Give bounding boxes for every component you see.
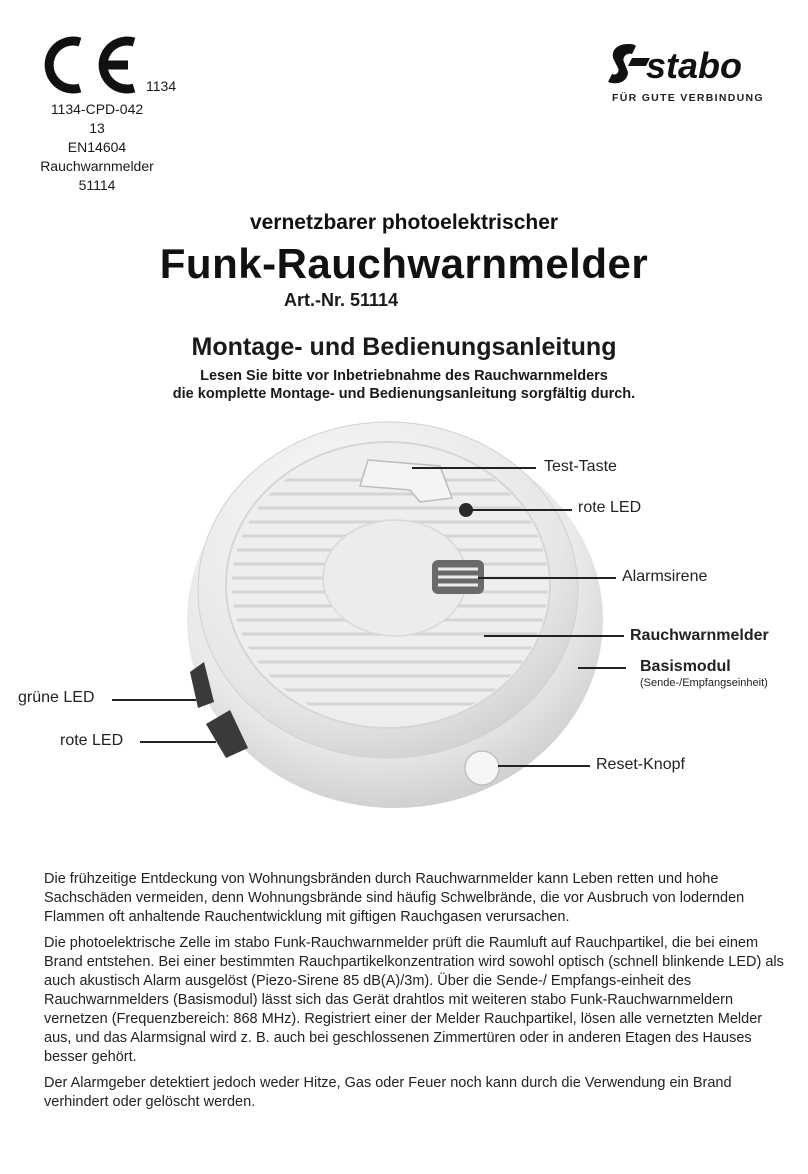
label-detector: Rauchwarnmelder xyxy=(630,627,769,644)
label-red-led-side: rote LED xyxy=(60,732,124,749)
label-siren: Alarmsirene xyxy=(622,568,708,585)
brand-logo xyxy=(606,40,784,104)
paragraph: Der Alarmgeber detektiert jedoch weder Hitze, Gas oder Feuer noch kann durch die Verwendung ein Brand verhindert oder gelöscht werden. xyxy=(44,1075,732,1110)
cert-line: Rauchwarnmelder xyxy=(40,158,154,174)
label-reset-button: Reset-Knopf xyxy=(596,756,685,773)
paragraph: Die photoelektrische Zelle im stabo Funk-Rauchwarnmelder prüft die Raumluft auf Rauchpartikel, die bei einem Brand entstehen. Bei einer bestimmten Rauchpartikelkonzentration wird sowohl optisch (schnell blinkende LED) als auch akustisch Alarm ausgelöst (Piezo-Sirene 85 dB(A)/3m). Über die Sende-/ Empfangs-einheit des Rauchwarnmelders (Basismodul) lässt sich das Gerät drahtlos mit weiteren stabo Funk-Rauchwarnmeldern vernetzen (Frequenzbereich: 868 MHz). Registriert einer der Melder Rauchpartikel, lösen alle vernetzten Melder aus, und das Alarmsignal wird z. B. auch bei geschlossenen Zimmertüren oder in anderen Etagen des Hauses besser gehört. xyxy=(44,935,784,1065)
article-number: Art.-Nr. 51114 xyxy=(284,290,399,310)
cert-line: 1134-CPD-042 xyxy=(50,101,144,117)
brand-tagline: FÜR GUTE VERBINDUNG xyxy=(612,92,764,104)
label-green-led: grüne LED xyxy=(18,689,95,706)
label-test-button: Test-Taste xyxy=(544,458,617,475)
reset-button-shape xyxy=(465,751,499,785)
product-title: Funk-Rauchwarnmelder xyxy=(159,240,649,287)
cert-line: 13 xyxy=(89,120,105,136)
smoke-detector-diagram xyxy=(0,410,808,870)
paragraph: Die frühzeitige Entdeckung von Wohnungsbränden durch Rauchwarnmelder kann Leben retten und hohe Sachschäden vermeiden, denn Wohnungsbrände sind häufig Schwelbrände, die vor Ausbruch von lodernden Flammen oft anhaltende Rauchentwicklung mit giftigen Rauchgasen verursachen. xyxy=(44,871,745,925)
read-notice-line: Lesen Sie bitte vor Inbetriebnahme des Rauchwarnmelders xyxy=(200,368,608,384)
svg-text:stabo: stabo xyxy=(646,45,743,86)
certification-lines xyxy=(22,100,172,195)
product-subtitle: vernetzbarer photoelektrischer xyxy=(249,211,559,234)
stabo-logo-icon xyxy=(606,40,784,88)
label-red-led-top: rote LED xyxy=(578,499,642,516)
manual-heading: Montage- und Bedienungsanleitung xyxy=(191,333,617,361)
cert-line: 51114 xyxy=(78,177,116,193)
notified-body-number: 1134 xyxy=(146,78,177,94)
read-notice-line: die komplette Montage- und Bedienungsanleitung sorgfältig durch. xyxy=(172,386,636,402)
label-base-module-sub: (Sende-/Empfangseinheit) xyxy=(640,677,768,689)
label-base-module: Basismodul xyxy=(640,658,731,675)
description-text xyxy=(44,870,784,1119)
cert-line: EN14604 xyxy=(67,139,127,155)
ce-mark-icon xyxy=(36,36,140,94)
